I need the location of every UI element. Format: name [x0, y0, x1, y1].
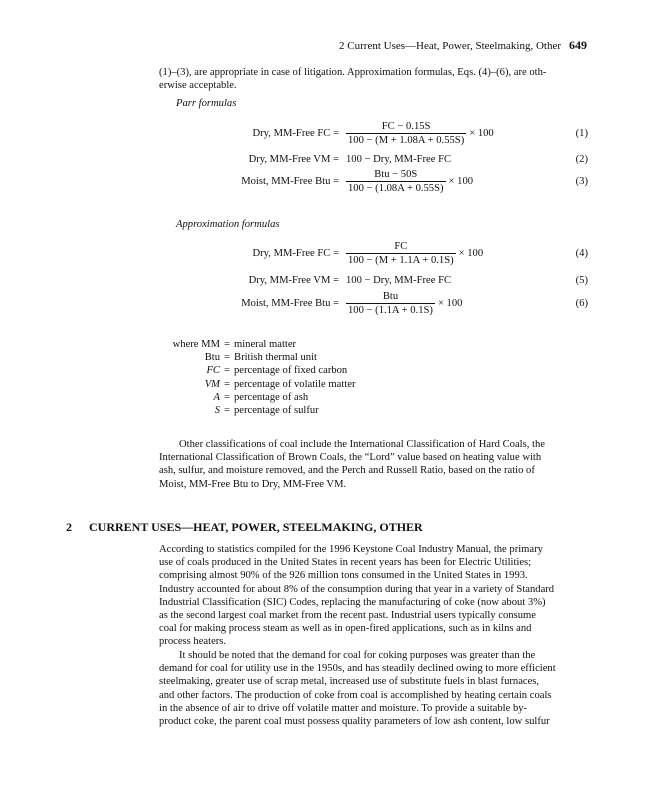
text-line: demand for coal for utility use in the 1950s, and has steadily declined owing to more efficient — [159, 663, 556, 675]
text-line: product coke, the parent coal must possess quality parameters of low ash content, low sulfur — [159, 716, 550, 728]
text-line: coal for making process steam as well as in open-fired applications, such as in kilns and — [159, 623, 532, 635]
equation-number: (1) — [575, 128, 588, 139]
text-line: process heaters. — [159, 636, 227, 648]
definition-term: VM — [204, 378, 220, 390]
numerator: FC − 0.15S — [346, 120, 466, 134]
intro-paragraph — [159, 66, 589, 92]
approximation-formulas-heading: Approximation formulas — [176, 219, 280, 230]
text-line: ash, sulfur, and moisture removed, and the Perch and Russell Ratio, based on the ratio of — [159, 465, 535, 477]
definition-text: percentage of fixed carbon — [234, 365, 348, 377]
equation-lhs: Dry, MM-Free VM = — [248, 154, 339, 165]
text-line: as the second largest coal market from the recent past. Industrial users typically consume — [159, 610, 536, 622]
definition-row: Btu = British thermal unit — [158, 351, 355, 364]
equation-rhs: 100 − Dry, MM-Free FC — [346, 275, 452, 286]
denominator: 100 − (1.08A + 0.55S) — [348, 183, 444, 194]
equation-lhs: Moist, MM-Free Btu = — [241, 298, 339, 309]
text-line: According to statistics compiled for the 1996 Keystone Coal Industry Manual, the primary — [159, 544, 543, 555]
definition-term: Btu — [204, 352, 220, 364]
equation-lhs: Moist, MM-Free Btu = — [241, 176, 339, 187]
equation-number: (4) — [575, 248, 588, 259]
equation-number: (6) — [575, 298, 588, 309]
running-title: 2 Current Uses—Heat, Power, Steelmaking, Other — [339, 40, 561, 52]
equation-number: (2) — [575, 154, 588, 165]
equation-rhs — [346, 240, 483, 267]
denominator: 100 − (M + 1.1A + 0.1S) — [348, 255, 454, 266]
section-heading — [66, 520, 423, 535]
text-line: Industry accounted for about 8% of the consumption during that year in a variety of Standard — [159, 583, 555, 595]
denominator: 100 − (1.1A + 0.1S) — [348, 305, 433, 316]
definition-text: British thermal unit — [234, 352, 317, 364]
parr-formulas-heading: Parr formulas — [176, 98, 237, 109]
multiplier: × 100 — [458, 248, 484, 259]
page-number: 649 — [569, 38, 587, 52]
definition-row: FC = percentage of fixed carbon — [158, 364, 355, 377]
fraction — [346, 290, 435, 317]
equation-rhs — [346, 168, 473, 195]
definition-row: S = percentage of sulfur — [158, 404, 355, 417]
definition-text: percentage of ash — [234, 391, 309, 403]
equation-lhs: Dry, MM-Free VM = — [248, 275, 339, 286]
fraction — [346, 120, 466, 147]
body-paragraph-2 — [159, 649, 589, 728]
definitions-list — [158, 338, 355, 417]
text-line: in the absence of air to drive off volatile matter and moisture. To provide a suitable by- — [159, 702, 528, 714]
equation-4 — [160, 240, 590, 270]
text-line: Other classifications of coal include the International Classification of Hard Coals, the — [179, 439, 545, 450]
text-line: Moist, MM-Free Btu to Dry, MM-Free VM. — [159, 478, 347, 490]
text-line: Industrial Classification (SIC) Codes, replacing the manufacturing of coke (now about 3%) — [159, 596, 546, 608]
definition-term: S — [214, 405, 220, 417]
section-title: CURRENT USES—HEAT, POWER, STEELMAKING, OTHER — [89, 520, 423, 534]
definition-term: where MM — [172, 339, 220, 350]
equation-lhs: Dry, MM-Free FC = — [252, 248, 339, 259]
text-line: erwise acceptable. — [159, 80, 237, 92]
numerator: Btu — [346, 290, 435, 304]
equation-lhs: Dry, MM-Free FC = — [252, 128, 339, 139]
multiplier: × 100 — [469, 128, 494, 139]
text-line: steelmaking, greater use of scrap metal, increased use of substitute fuels in blast furnaces, — [159, 676, 540, 688]
equation-rhs — [346, 120, 494, 147]
text-line: and other factors. The production of coke from coal is accomplished by heating certain coals — [159, 689, 552, 701]
definition-term: A — [213, 391, 220, 403]
text-line: (1)–(3), are appropriate in case of litigation. Approximation formulas, Eqs. (4)–(6), are oth- — [159, 67, 547, 78]
fraction — [346, 168, 446, 195]
definition-text: mineral matter — [234, 339, 297, 350]
multiplier: × 100 — [448, 176, 474, 187]
definition-row: A = percentage of ash — [158, 391, 355, 404]
equation-number: (5) — [575, 275, 588, 286]
numerator: FC — [346, 240, 456, 254]
text-line: It should be noted that the demand for coal for coking purposes was greater than the — [179, 650, 536, 661]
definition-text: percentage of sulfur — [234, 405, 319, 417]
text-line: comprising almost 90% of the 926 million tons consumed in the United States in 1993. — [159, 570, 528, 582]
fraction — [346, 240, 456, 267]
text-line: use of coals produced in the United States in recent years has been for Electric Utilities; — [159, 557, 532, 569]
text-line: International Classification of Brown Coals, the “Lord” value based on heating value with — [159, 452, 542, 464]
equation-rhs — [346, 290, 462, 317]
numerator: Btu − 50S — [346, 168, 446, 182]
running-head — [311, 38, 587, 53]
body-paragraph-1 — [159, 543, 589, 649]
equation-3 — [160, 168, 590, 198]
multiplier: × 100 — [437, 298, 463, 309]
equation-6 — [160, 290, 590, 320]
definition-row: where MM = mineral matter — [158, 338, 355, 351]
denominator: 100 − (M + 1.08A + 0.55S) — [348, 135, 465, 146]
definition-term: FC — [206, 365, 220, 377]
classifications-paragraph — [159, 438, 589, 491]
section-number: 2 — [66, 520, 72, 534]
definition-row: VM = percentage of volatile matter — [158, 378, 355, 391]
equation-number: (3) — [575, 176, 588, 187]
equation-rhs: 100 − Dry, MM-Free FC — [346, 154, 452, 165]
definition-text: percentage of volatile matter — [234, 378, 356, 390]
